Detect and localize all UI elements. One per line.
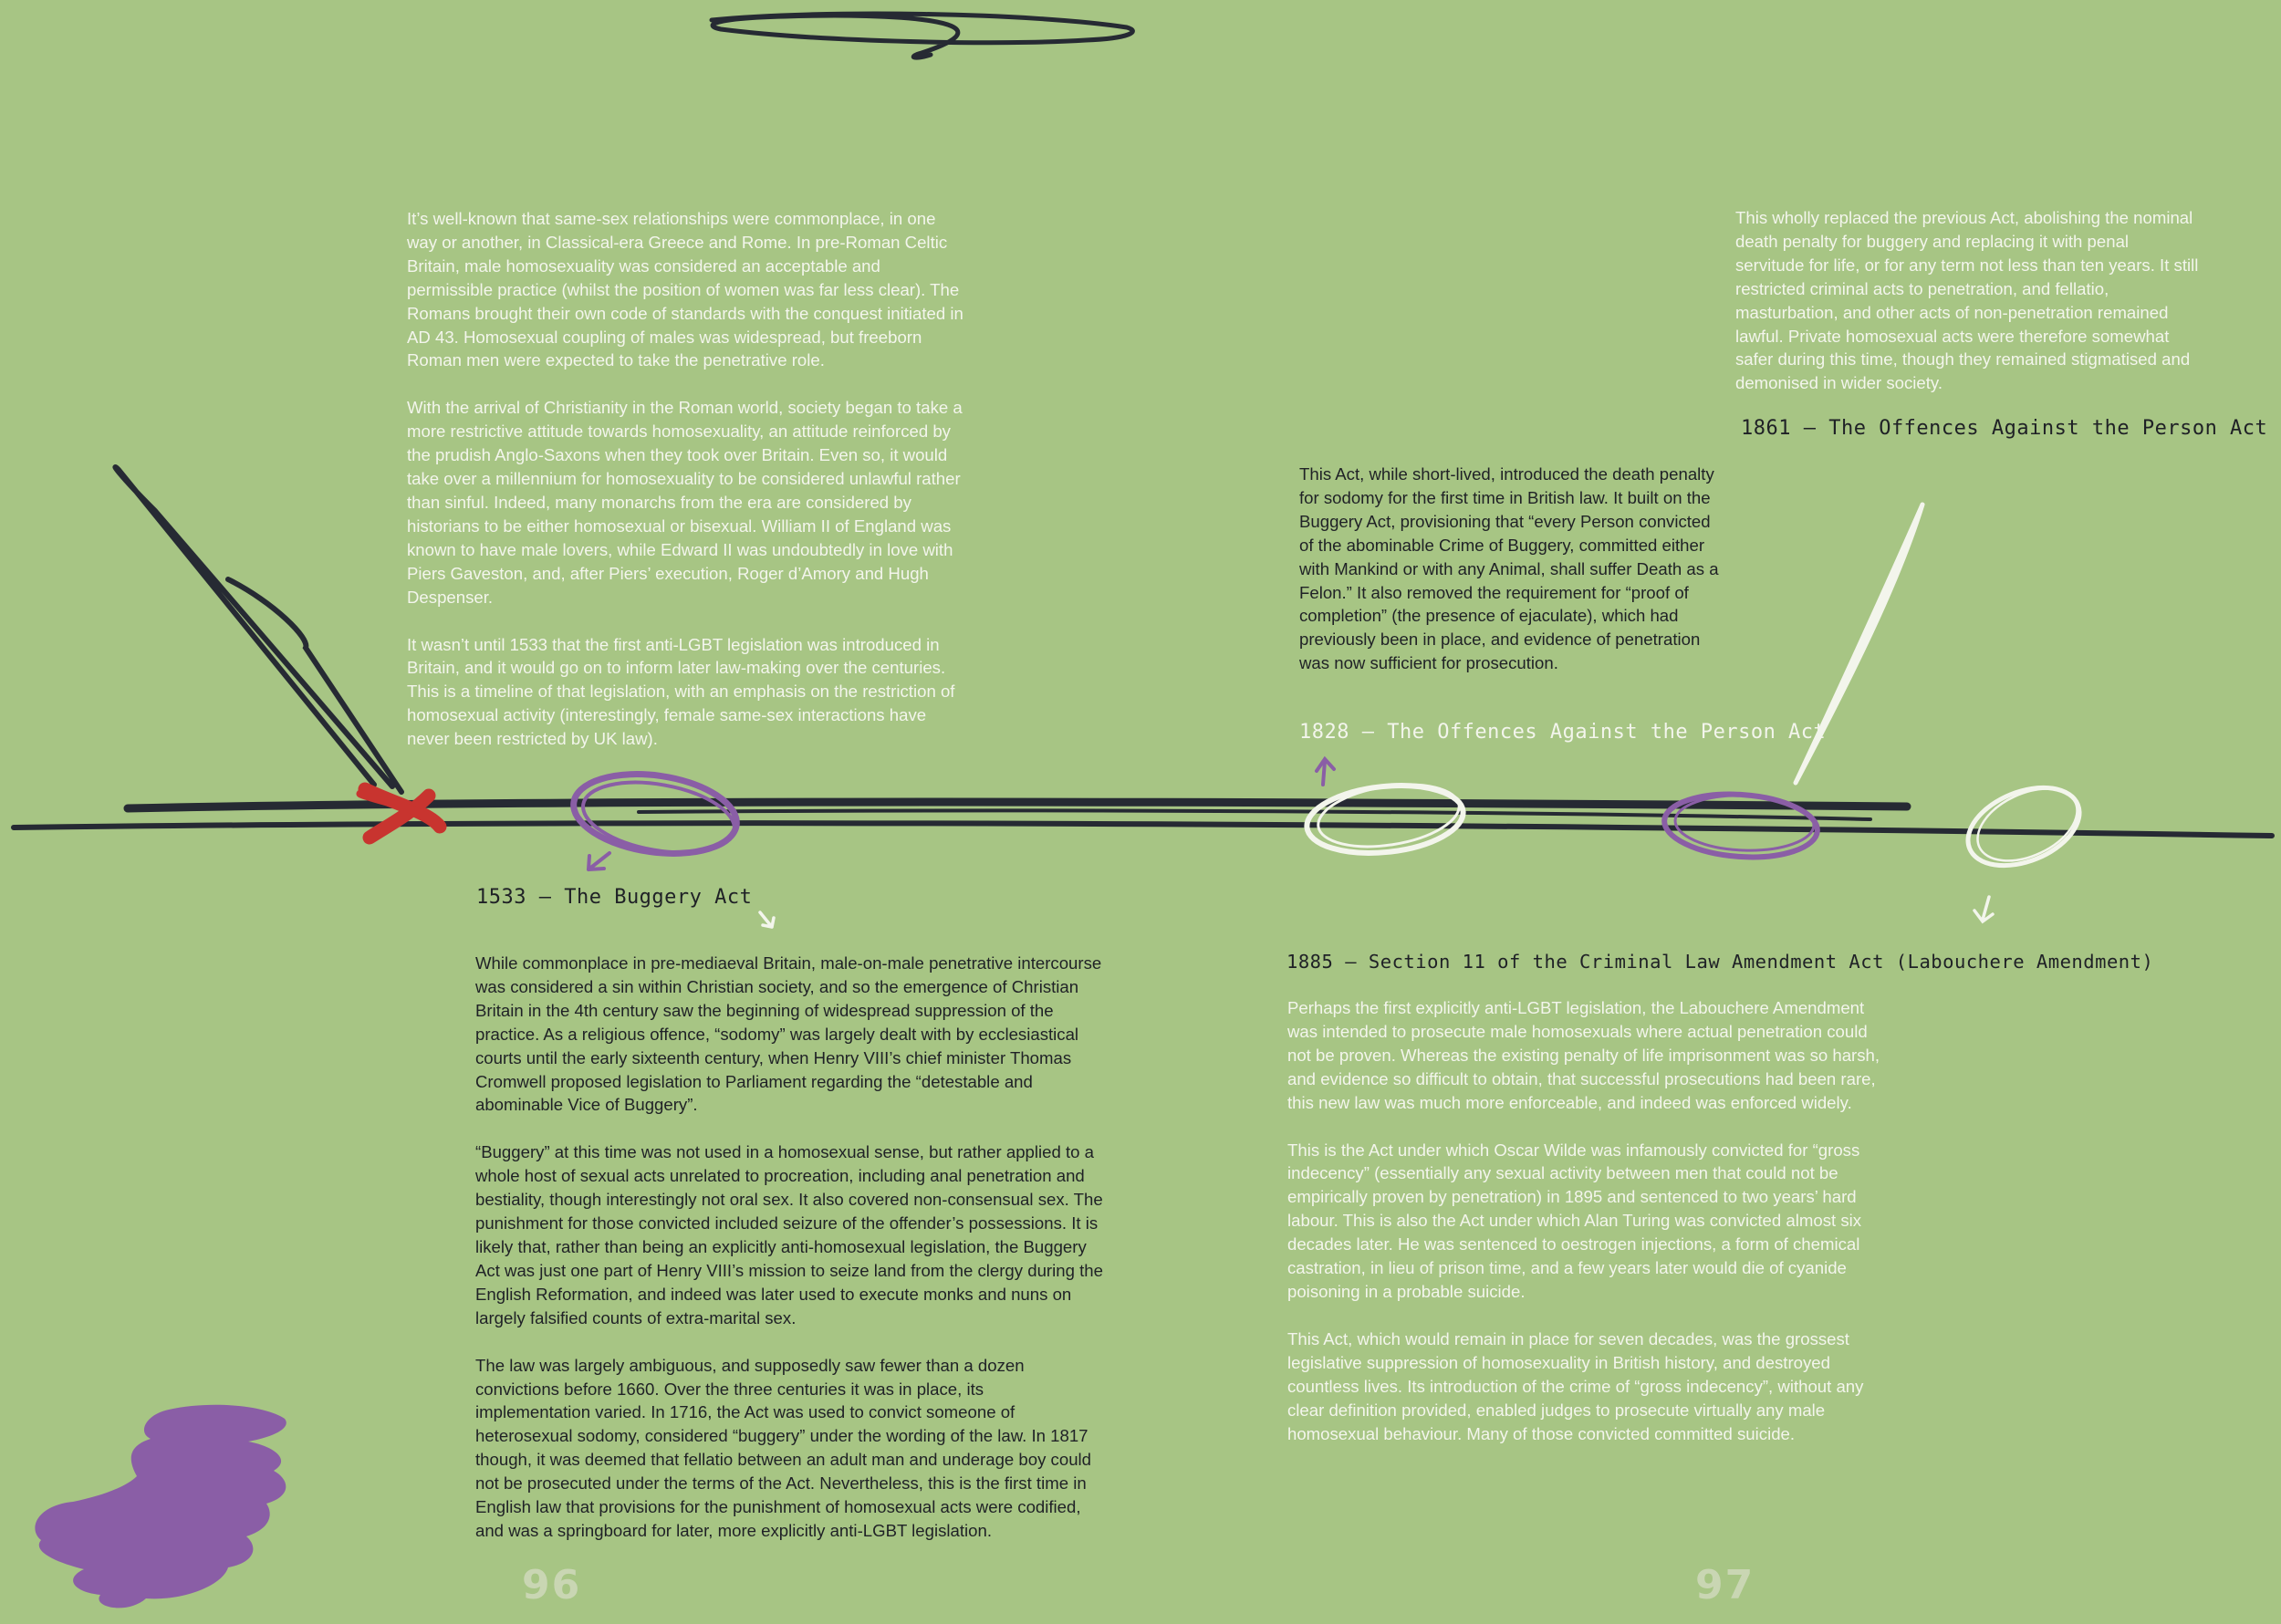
heading-1885: 1885 — Section 11 of the Criminal Law Amendment Act (Labouchere Amendment) (1286, 951, 2154, 973)
white-arrow-1533 (760, 912, 774, 927)
entry-1533-paragraph: While commonplace in pre-mediaeval Britain, male-on-male penetrative intercourse was considered a sin within Christian society, and so the emergence of Christian Britain in the 4th century saw the beginning of widespread suppression of the practice. As a religious offence, “sodomy” was largely dealt with by ecclesiastical courts until the early sixteenth century, when Henry VIII’s chief minister Thomas Cromwell proposed legislation to Parliament regarding the “detestable and abominable Vice of Buggery”. (475, 953, 1102, 1115)
entry-1861-column (1735, 206, 2199, 395)
entry-1533-paragraph: “Buggery” at this time was not used in a homosexual sense, but rather applied to a whole host of sexual acts unrelated to procreation, including anal penetration and bestiality, though interestingly not oral sex. It also covered non-consensual sex. The punishment for those convicted included seizure of the offender’s possessions. It is likely that, rather than being an explicitly anti-homosexual legislation, the Buggery Act was just one part of Henry VIII’s mission to seize land from the clergy during the English Reformation, and indeed was later used to execute monks and nuns on largely falsified counts of extra-marital sex. (475, 1142, 1103, 1327)
entry-1885-column (1287, 996, 1880, 1445)
entry-1828-column (1299, 463, 1719, 675)
purple-paint-blob (35, 1405, 286, 1608)
intro-column (407, 207, 965, 751)
heading-1861: 1861 — The Offences Against the Person Act (1741, 417, 2268, 440)
entry-1885-paragraph: This is the Act under which Oscar Wilde was infamously convicted for “gross indecency” (essentially any sexual activity between men that could not be empirically proven by penetration) in 1895 and sentenced to two years’ hard labour. This is also the Act under which Alan Turing was convicted almost six decades later. He was sentenced to oestrogen injections, a form of chemical castration, in lieu of prison time, and a few years later would die of cyanide poisoning in a probable suicide. (1287, 1140, 1862, 1301)
entry-1828-paragraph: This Act, while short-lived, introduced the death penalty for sodomy for the first time in British law. It built on the Buggery Act, provisioning that “every Person convicted of the abominable Crime of Buggery, committed either with Mankind or with any Animal, shall suffer Death as a Felon.” It also removed the requirement for “proof of completion” (the presence of ejaculate), which had previously been in place, and evidence of penetration was now sufficient for prosecution. (1299, 464, 1719, 673)
heading-1533: 1533 — The Buggery Act (476, 886, 753, 909)
diagonal-scribble (115, 467, 401, 792)
entry-1861-paragraph: This wholly replaced the previous Act, abolishing the nominal death penalty for buggery and replacing it with penal servitude for life, or for any term not less than ten years. It still restricted criminal acts to penetration, and fellatio, masturbation, and other acts of non-penetration remained lawful. Private homosexual acts were therefore somewhat safer during this time, though they remained stigmatised and demonised in wider society. (1735, 208, 2199, 393)
entry-1885-paragraph: This Act, which would remain in place for seven decades, was the grossest legislative suppression of homosexuality in British history, and destroyed countless lives. Its introduction of the crime of “gross indecency”, without any clear definition provided, enabled judges to prosecute virtually any male homosexual behaviour. Many of those convicted committed suicide. (1287, 1328, 1864, 1443)
timeline-line-lower (14, 823, 2272, 836)
purple-up-arrow (1317, 759, 1334, 785)
heading-1828: 1828 — The Offences Against the Person Act (1299, 721, 1827, 744)
top-squiggle (712, 14, 1132, 57)
entry-1533-paragraph: The law was largely ambiguous, and supposedly saw fewer than a dozen convictions before 1660. Over the three centuries it was in place, its implementation varied. In 1716, the Act was used to convict someone of heterosexual sodomy, considered “buggery” under the wording of the law. In 1817 though, it was deemed that fellatio between an adult man and underage boy could not be prosecuted under the terms of the Act. Nevertheless, this is the first time in English law that provisions for the punishment of homosexual acts were codified, and was a springboard for later, more explicitly anti-LGBT legislation. (475, 1355, 1092, 1540)
purple-arrow (588, 853, 609, 869)
page-number-left: 96 (522, 1562, 582, 1608)
timeline-line-mid (639, 810, 1870, 819)
entry-1885-paragraph: Perhaps the first explicitly anti-LGBT legislation, the Labouchere Amendment was intended to prosecute male homosexuals where actual penetration could not be proven. Whereas the existing penalty of life imprisonment was so harsh, and evidence so difficult to obtain, that successful prosecutions had been rare, this new law was much more enforceable, and indeed was enforced widely. (1287, 998, 1880, 1112)
white-arrow-1885 (1974, 897, 1993, 921)
intro-paragraph: It wasn’t until 1533 that the first anti-LGBT legislation was introduced in Britain, and it would go on to inform later law-making over the centuries. This is a timeline of that legislation, with an emphasis on the restriction of homosexual activity (interestingly, female same-sex interactions have never been restricted by UK law). (407, 634, 955, 749)
intro-paragraph: It’s well-known that same-sex relationships were commonplace, in one way or another, in Classical-era Greece and Rome. In pre-Roman Celtic Britain, male homosexuality was considered an acceptable and permissible practice (whilst the position of women was far less clear). The Romans brought their own code of standards with the conquest initiated in AD 43. Homosexual coupling of males was widespread, but freeborn Roman men were expected to take the penetrative role. (407, 209, 963, 370)
intro-paragraph: With the arrival of Christianity in the Roman world, society began to take a more restrictive attitude towards homosexuality, an attitude reinforced by the prudish Anglo-Saxons when they took over Britain. Even so, it would take over a millennium for homosexuality to be considered unlawful rather than sinful. Indeed, many monarchs from the era are considered by historians to be either homosexual or bisexual. William II of England was known to have male lovers, while Edward II was undoubtedly in love with Piers Gaveston, and, after Piers’ execution, Roger d’Amory and Hugh Despenser. (407, 398, 963, 607)
entry-1533-column (475, 952, 1103, 1543)
page-number-right: 97 (1695, 1562, 1755, 1608)
